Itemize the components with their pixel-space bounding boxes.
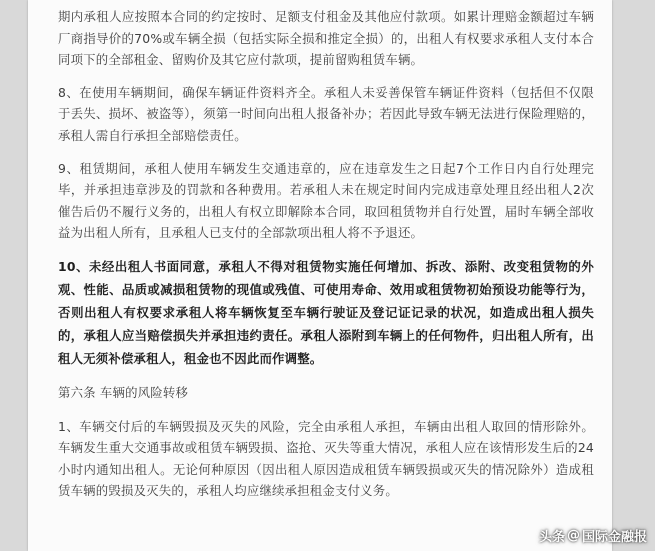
paragraph-clause-10: 10、未经出租人书面同意，承租人不得对租赁物实施任何增加、拆改、添附、改变租赁物的外观、性能、品质或减损租赁物的现值或残值、可使用寿命、效用或租赁物初始预设功能等行为，否则出租人有权要求承租人将车辆恢复至车辆行驶证及登记证记录的状况，如造成出租人损失的，承租人应当赔偿损失并承担违约责任。承租人添附到车辆上的任何物件，归出租人所有，出租人无须补偿承租人，租金也不因此而作调整。	[58, 258, 594, 366]
document-content	[58, 6, 594, 513]
watermark-source-label: 头条	[538, 530, 565, 545]
watermark-account-name: 国际金融报	[581, 530, 647, 545]
watermark	[539, 526, 647, 545]
paragraph-clause-8: 8、在使用车辆期间，确保车辆证件资料齐全。承租人未妥善保管车辆证件资料（包括但不仅限于丢失、损坏、被盗等），须第一时间向出租人报备补办；若因此导致车辆无法进行保险理赔的，承租人需自行承担全部赔偿责任。	[58, 84, 594, 143]
paragraph-lease-risk-continued: 期内承租人应按照本合同的约定按时、足额支付租金及其他应付款项。如累计理赔金额超过车辆厂商指导价的70%或车辆全损（包括实际全损和推定全损）的，出租人有权要求承租人支付本合同项下的全部租金、留购价及其它应付款项，提前留购租赁车辆。	[58, 9, 594, 68]
paragraph-clause-9: 9、租赁期间，承租人使用车辆发生交通违章的，应在违章发生之日起7个工作日内自行处理完毕，并承担违章涉及的罚款和各种费用。若承租人未在规定时间内完成违章处理且经出租人2次催告后仍不履行义务的，出租人有权立即解除本合同，取回租赁物并自行处置，届时车辆全部收益为出租人所有，且承租人已支付的全部款项出租人将不予退还。	[58, 160, 594, 241]
watermark-at-symbol: @	[566, 528, 580, 543]
document-page	[28, 0, 612, 551]
section-title-article-6: 第六条 车辆的风险转移	[58, 384, 189, 400]
paragraph-article-6-clause-1: 1、车辆交付后的车辆毁损及灭失的风险，完全由承租人承担，车辆由出租人取回的情形除外。车辆发生重大交通事故或租赁车辆毁损、盗抢、灭失等重大情况，承租人应在该情形发生后的24小时内通知出租人。无论何种原因（因出租人原因造成租赁车辆毁损或灭失的情况除外）造成租赁车辆的毁损及灭失的，承租人均应继续承担租金支付义务。	[58, 418, 594, 499]
